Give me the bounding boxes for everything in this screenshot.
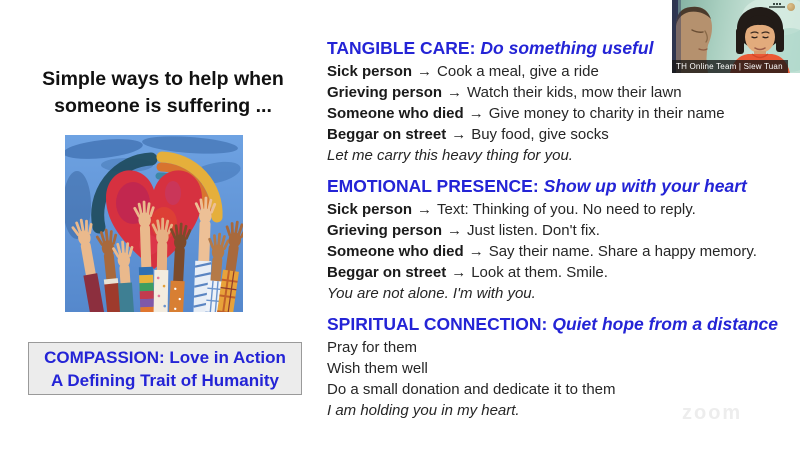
section-emotional-presence xyxy=(327,175,797,304)
section-title xyxy=(327,313,797,337)
section-closing-quote: You are not alone. I'm with you. xyxy=(327,285,536,302)
slide-title xyxy=(30,66,296,120)
arrow-glyph: → xyxy=(417,63,433,80)
webcam-video-tile[interactable] xyxy=(672,0,800,73)
arrow-glyph: → xyxy=(417,201,433,218)
arrow-glyph: → xyxy=(468,243,484,260)
slide-title-line2: someone is suffering ... xyxy=(54,95,272,117)
slide-content xyxy=(327,37,797,430)
section-closing-quote: I am holding you in my heart. xyxy=(327,402,520,419)
arrow-glyph: → xyxy=(447,222,463,239)
slide-title-line1: Simple ways to help when xyxy=(42,68,284,90)
compassion-line2: A Defining Trait of Humanity xyxy=(51,370,279,390)
temple-seal-icon xyxy=(787,3,795,11)
list-item: Someone who died → Say their name. Share a happy memory. xyxy=(327,243,757,260)
section-subtitle: Show up with your heart xyxy=(543,176,747,196)
temple-logo xyxy=(769,3,795,11)
section-header: SPIRITUAL CONNECTION: xyxy=(327,314,548,334)
list-item: Sick person → Cook a meal, give a ride xyxy=(327,63,599,80)
hands-heart-illustration xyxy=(65,135,243,312)
arrow-glyph: → xyxy=(451,126,467,143)
arrow-glyph: → xyxy=(451,264,467,281)
section-header: EMOTIONAL PRESENCE: xyxy=(327,176,539,196)
compassion-line1: COMPASSION: Love in Action xyxy=(44,347,286,367)
list-item: Beggar on street → Look at them. Smile. xyxy=(327,264,608,281)
list-item: Grieving person → Watch their kids, mow their lawn xyxy=(327,84,682,101)
participant-name-label: TH Online Team | Siew Tuan xyxy=(672,60,788,73)
list-item: Pray for them xyxy=(327,339,418,356)
arrow-glyph: → xyxy=(468,105,484,122)
section-subtitle: Do something useful xyxy=(480,38,654,58)
section-title xyxy=(327,175,797,199)
list-item: Do a small donation and dedicate it to them xyxy=(327,381,616,398)
zoom-watermark: zoom xyxy=(682,402,743,424)
list-item: Grieving person → Just listen. Don't fix. xyxy=(327,222,600,239)
list-item: Wish them well xyxy=(327,360,428,377)
section-subtitle: Quiet hope from a distance xyxy=(552,314,778,334)
section-closing-quote: Let me carry this heavy thing for you. xyxy=(327,147,573,164)
list-item: Someone who died → Give money to charity in their name xyxy=(327,105,725,122)
list-item: Sick person → Text: Thinking of you. No need to reply. xyxy=(327,201,696,218)
arrow-glyph: → xyxy=(447,84,463,101)
compassion-callout-box xyxy=(28,342,302,395)
list-item: Beggar on street → Buy food, give socks xyxy=(327,126,609,143)
temple-logo-text xyxy=(769,3,785,8)
hands-heart-image xyxy=(65,135,243,312)
section-header: TANGIBLE CARE: xyxy=(327,38,476,58)
